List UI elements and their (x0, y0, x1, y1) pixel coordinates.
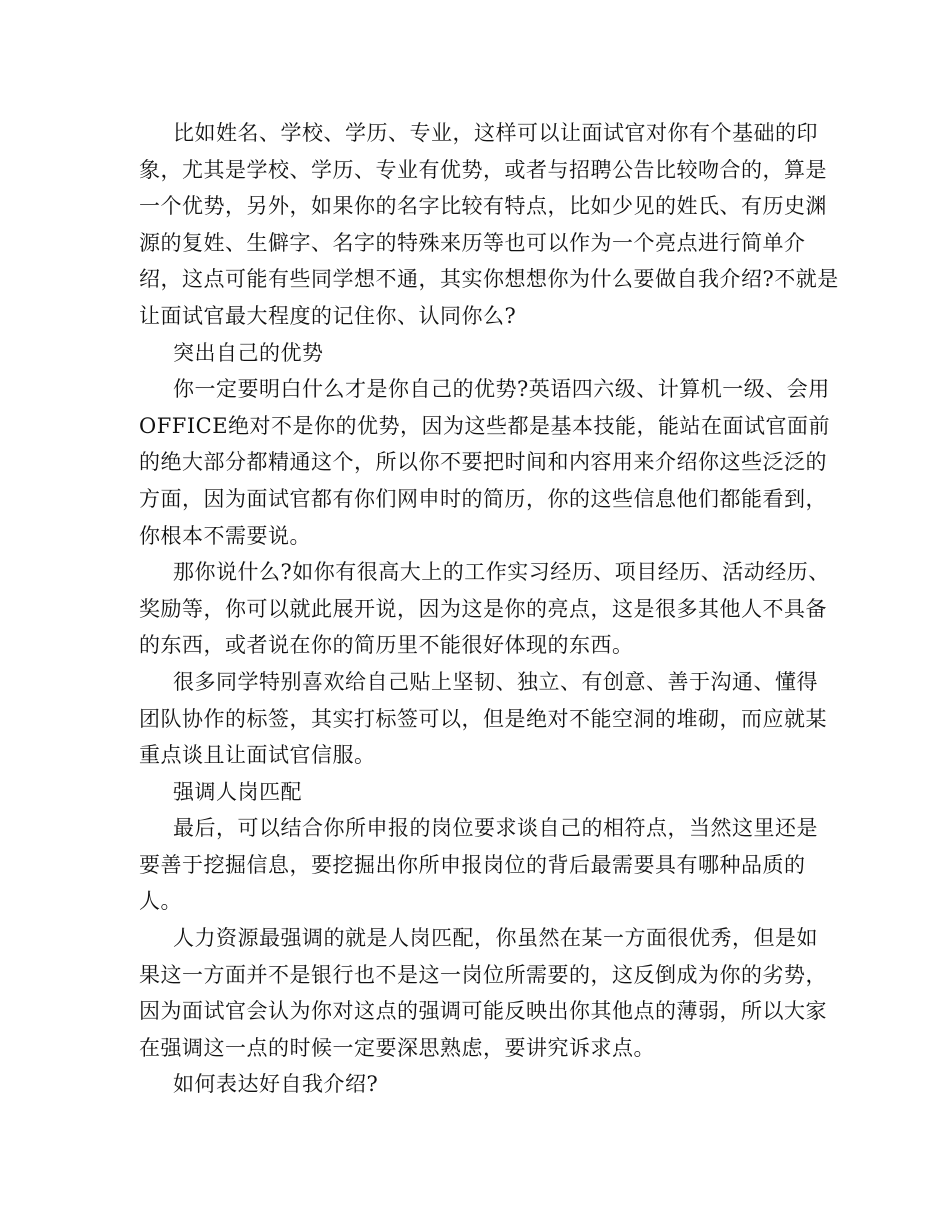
paragraph-what-to-say: 那你说什么?如你有很高大上的工作实习经历、项目经历、活动经历、奖励等，你可以就此展开说，因为这是你的亮点，这是很多其他人不具备的东西，或者说在你的简历里不能很好体现的东西。 (139, 560, 830, 658)
document-body (139, 115, 839, 1103)
section-heading-job-match: 强调人岗匹配 (173, 779, 302, 804)
paragraph-labels: 很多同学特别喜欢给自己贴上坚韧、独立、有创意、善于沟通、懂得团队协作的标签，其实打标签可以，但是绝对不能空洞的堆砌，而应就某重点谈且让面试官信服。 (139, 669, 827, 768)
section-heading-how-to-present: 如何表达好自我介绍? (173, 1072, 379, 1097)
paragraph-job-requirements: 最后，可以结合你所申报的岗位要求谈自己的相符点，当然这里还是要善于挖掘信息，要挖掘出你所申报岗位的背后最需要具有哪种品质的人。 (139, 816, 818, 914)
paragraph-basic-info: 比如姓名、学校、学历、专业，这样可以让面试官对你有个基础的印象，尤其是学校、学历、专业有优势，或者与招聘公告比较吻合的，算是一个优势，另外，如果你的名字比较有特点，比如少见的姓氏、有历史渊源的复姓、生僻字、名字的特殊来历等也可以作为一个亮点进行简单介绍，这点可能有些同学想不通，其实你想想你为什么要做自我介绍?不就是让面试官最大程度的记住你、认同你么? (139, 121, 839, 328)
paragraph-know-strengths: 你一定要明白什么才是你自己的优势?英语四六级、计算机一级、会用OFFICE绝对不是你的优势，因为这些都是基本技能，能站在面试官面前的绝大部分都精通这个，所以你不要把时间和内容用来介绍你这些泛泛的方面，因为面试官都有你们网申时的简历，你的这些信息他们都能看到，你根本不需要说。 (139, 377, 831, 548)
section-heading-strengths: 突出自己的优势 (173, 340, 324, 365)
paragraph-hr-match: 人力资源最强调的就是人岗匹配，你虽然在某一方面很优秀，但是如果这一方面并不是银行也不是这一岗位所需要的，这反倒成为你的劣势，因为面试官会认为你对这点的强调可能反映出你其他点的薄弱，所以大家在强调这一点的时候一定要深思熟虑，要讲究诉求点。 (139, 926, 827, 1060)
